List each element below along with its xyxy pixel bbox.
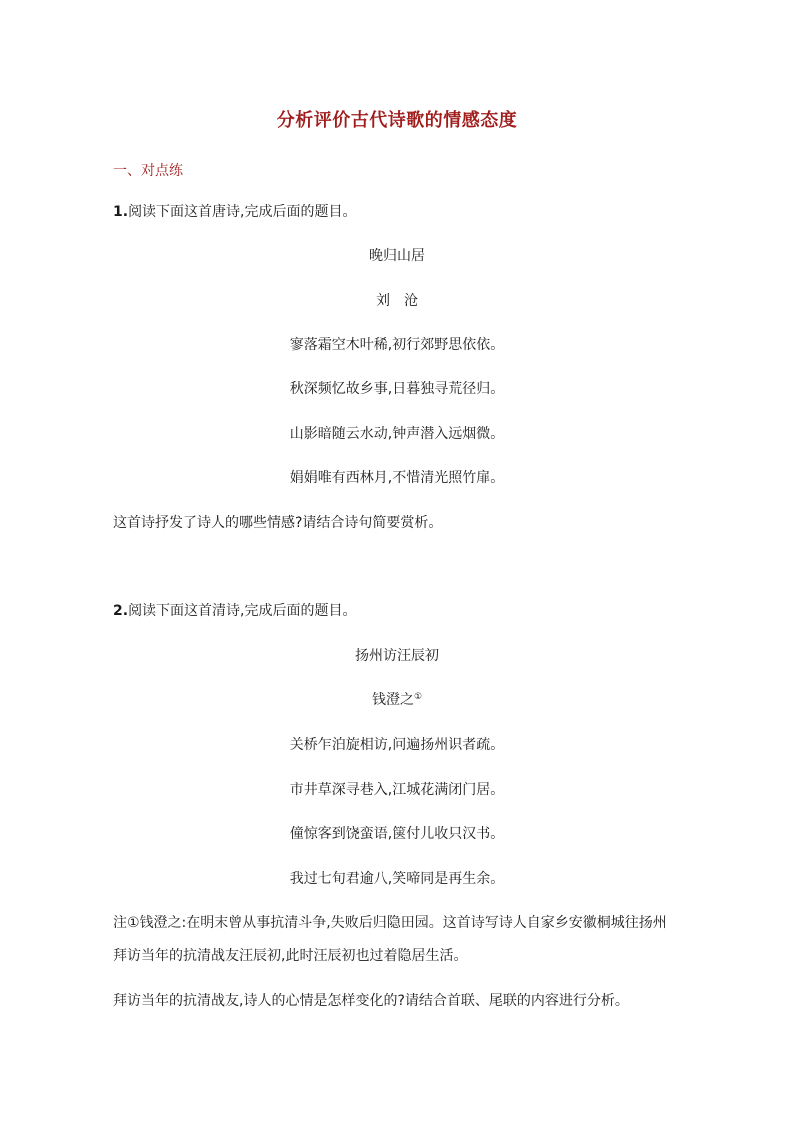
q2-note-mark: ① <box>413 692 423 702</box>
q2-note-line-1: 注①钱澄之:在明末曾从事抗清斗争,失败后归隐田园。这首诗写诗人自家乡安徽桐城往扬州 <box>113 915 667 931</box>
q2-poem-line-4: 我过七旬君逾八,笑啼同是再生余。 <box>289 871 505 887</box>
q2-prompt-line <box>113 601 357 621</box>
q1-number: 1. <box>113 204 129 220</box>
q2-note-line-2: 拜访当年的抗清战友汪辰初,此时汪辰初也过着隐居生活。 <box>113 948 468 964</box>
q2-poem-title: 扬州访汪辰初 <box>355 648 439 664</box>
q2-poem-line-2: 市井草深寻巷入,江城花满闭门居。 <box>289 782 505 798</box>
q1-prompt: 阅读下面这首唐诗,完成后面的题目。 <box>128 204 357 220</box>
q1-poem-title: 晚归山居 <box>369 248 425 264</box>
q1-poem-line-2: 秋深频忆故乡事,日暮独寻荒径归。 <box>289 381 505 397</box>
q2-poem-line-1: 关桥乍泊旋相访,问遍扬州识者疏。 <box>289 737 505 753</box>
q2-author-line <box>0 690 794 710</box>
q2-poem-line-3: 僮惊客到饶蛮语,箧付儿收只汉书。 <box>289 826 505 842</box>
q1-question: 这首诗抒发了诗人的哪些情感?请结合诗句简要赏析。 <box>113 515 443 531</box>
q2-author: 钱澄之 <box>371 692 414 708</box>
section-label: 一、对点练 <box>113 163 183 179</box>
q2-prompt: 阅读下面这首清诗,完成后面的题目。 <box>128 603 357 619</box>
q1-poem-line-1: 寥落霜空木叶稀,初行郊野思依依。 <box>289 337 505 353</box>
q1-author: 刘 沧 <box>376 293 418 309</box>
page-title: 分析评价古代诗歌的情感态度 <box>276 110 518 131</box>
q1-prompt-line <box>113 202 357 222</box>
q1-poem-line-4: 娟娟唯有西林月,不惜清光照竹扉。 <box>289 470 505 486</box>
q2-number: 2. <box>113 603 129 619</box>
q2-question: 拜访当年的抗清战友,诗人的心情是怎样变化的?请结合首联、尾联的内容进行分析。 <box>113 993 629 1009</box>
q1-poem-line-3: 山影暗随云水动,钟声潜入远烟微。 <box>289 426 505 442</box>
